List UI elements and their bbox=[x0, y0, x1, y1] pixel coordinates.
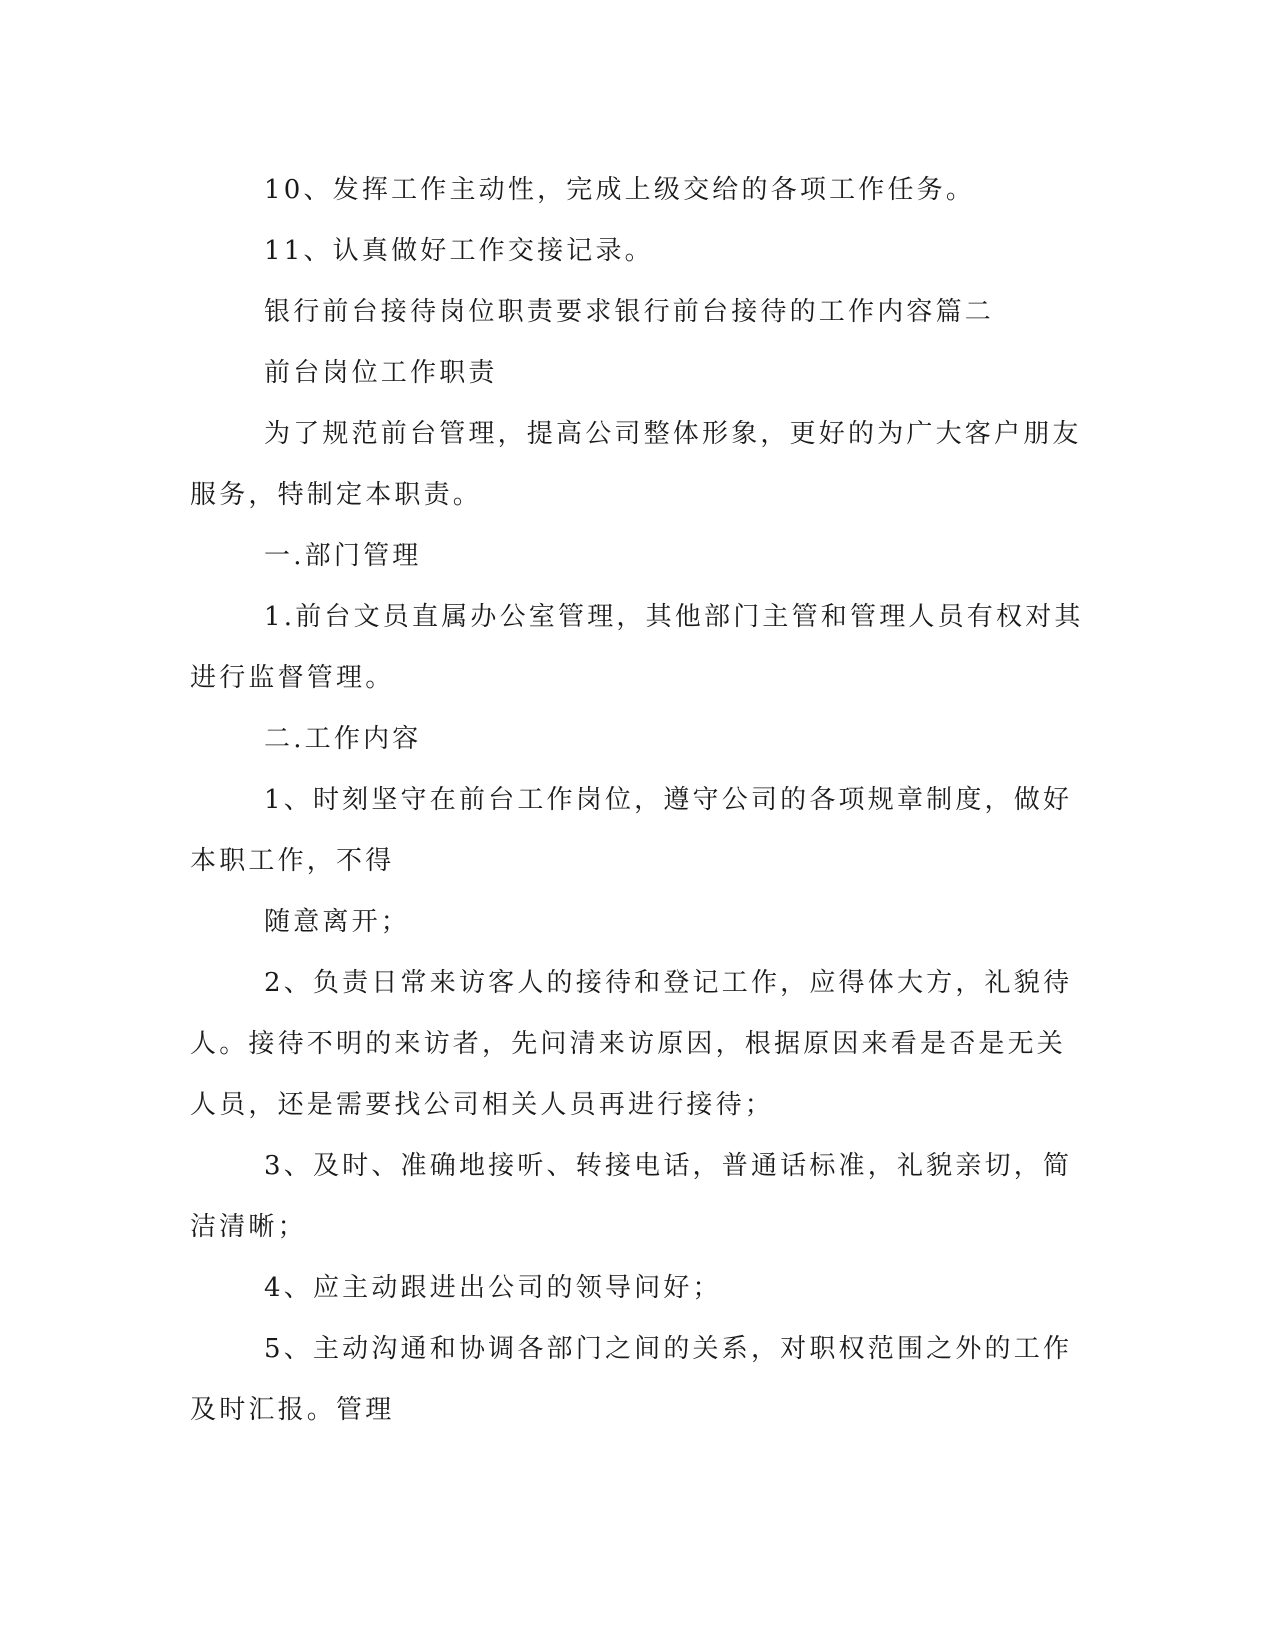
text-line: 1.前台文员直属办公室管理，其他部门主管和管理人员有权对其 bbox=[264, 602, 1084, 632]
text-line: 4、应主动跟进出公司的领导问好； bbox=[264, 1273, 722, 1303]
text-line: 服务，特制定本职责。 bbox=[190, 480, 483, 510]
paragraph-work-1-cont bbox=[190, 892, 1070, 953]
text-line: 2、负责日常来访客人的接待和登记工作，应得体大方，礼貌待 bbox=[264, 968, 1073, 998]
text-line: 随意离开； bbox=[264, 907, 411, 937]
document-body bbox=[190, 160, 1084, 1441]
section-title bbox=[190, 282, 1070, 343]
intro-paragraph bbox=[190, 404, 1082, 526]
text-line: 10、发挥工作主动性，完成上级交给的各项工作任务。 bbox=[264, 175, 976, 205]
text-line: 本职工作，不得 bbox=[190, 846, 395, 876]
section-heading-work bbox=[190, 709, 1070, 770]
text-line: 1、时刻坚守在前台工作岗位，遵守公司的各项规章制度，做好 bbox=[264, 785, 1073, 815]
paragraph-work-3 bbox=[190, 1136, 1073, 1258]
text-line: 人员，还是需要找公司相关人员再进行接待； bbox=[190, 1090, 775, 1120]
paragraph-work-1 bbox=[190, 770, 1073, 892]
text-line: 及时汇报。管理 bbox=[190, 1395, 395, 1425]
paragraph-item-11 bbox=[190, 221, 1070, 282]
text-line: 二.工作内容 bbox=[264, 724, 422, 754]
text-line: 前台岗位工作职责 bbox=[264, 358, 498, 388]
paragraph-department-1 bbox=[190, 587, 1084, 709]
text-line: 5、主动沟通和协调各部门之间的关系，对职权范围之外的工作 bbox=[264, 1334, 1073, 1364]
text-line: 3、及时、准确地接听、转接电话，普通话标准，礼貌亲切，简 bbox=[264, 1151, 1073, 1181]
paragraph-item-10 bbox=[190, 160, 1070, 221]
text-line: 洁清晰； bbox=[190, 1212, 307, 1242]
document-heading bbox=[190, 343, 1070, 404]
text-line: 银行前台接待岗位职责要求银行前台接待的工作内容篇二 bbox=[264, 297, 995, 327]
paragraph-work-4 bbox=[190, 1258, 1070, 1319]
text-line: 人。接待不明的来访者，先问清来访原因，根据原因来看是否是无关 bbox=[190, 1029, 1067, 1059]
paragraph-work-5 bbox=[190, 1319, 1073, 1441]
text-line: 一.部门管理 bbox=[264, 541, 422, 571]
paragraph-work-2 bbox=[190, 953, 1073, 1136]
text-line: 11、认真做好工作交接记录。 bbox=[264, 236, 654, 266]
text-line: 为了规范前台管理，提高公司整体形象，更好的为广大客户朋友 bbox=[264, 419, 1082, 449]
text-line: 进行监督管理。 bbox=[190, 663, 395, 693]
section-heading-department bbox=[190, 526, 1070, 587]
